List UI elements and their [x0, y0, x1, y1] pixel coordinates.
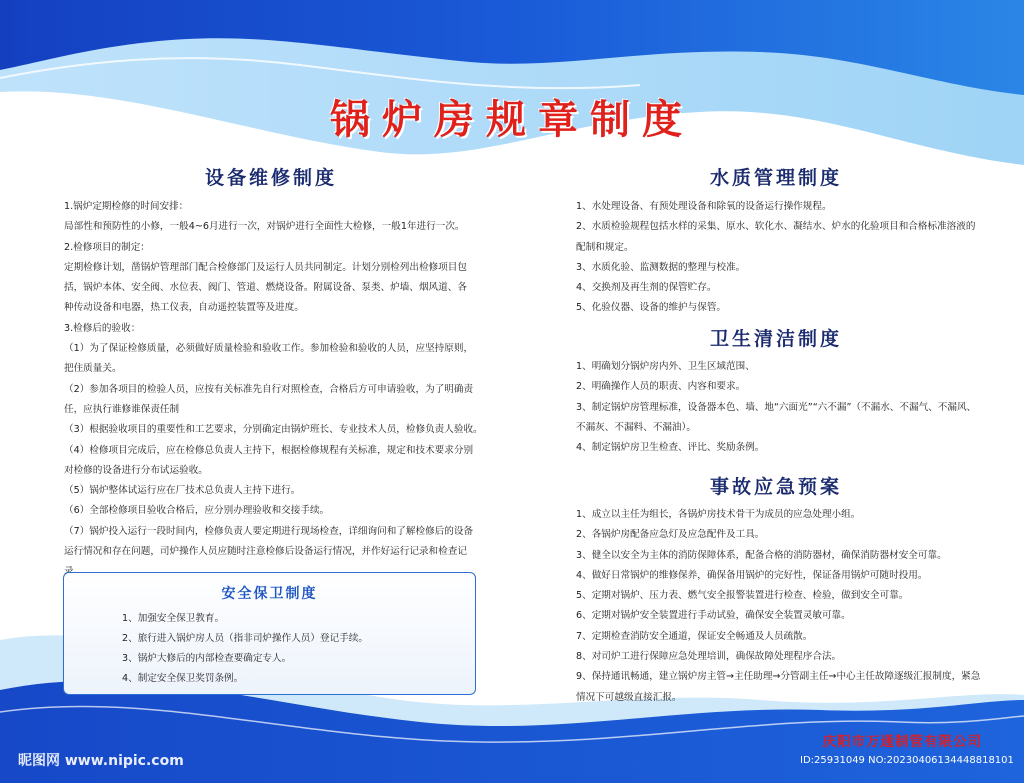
emergency-line: 4、做好日常锅炉的维修保养，确保备用锅炉的完好性，保证备用锅炉可随时投用。 — [576, 569, 928, 581]
maintenance-line: 种传动设备和电器，热工仪表，自动遥控装置等及进度。 — [64, 302, 304, 314]
water-content — [576, 197, 975, 319]
maintenance-line: 把住质量关。 — [64, 363, 122, 375]
hygiene-content — [576, 357, 976, 458]
hygiene-line: 1、明确划分锅炉房内外、卫生区域范围、 — [576, 361, 755, 372]
list-item: 4、制定安全保卫奖罚条例。 — [122, 673, 244, 684]
list-item: 3、锅炉大修后的内部检查要确定专人。 — [122, 653, 292, 664]
maintenance-line: （1）为了保证检修质量，必须做好质量检验和验收工作。参加检验和验收的人员，应坚持原则， — [64, 343, 474, 355]
list-item: 1、加强安全保卫教育。 — [122, 613, 225, 624]
list-item: 2、旅行进入锅炉房人员（指非司炉操作人员）登记手续。 — [122, 633, 368, 644]
maintenance-line: （6）全部检修项目验收合格后，应分别办理验收和交接手续。 — [64, 505, 330, 517]
emergency-line: 7、定期检查消防安全通道，保证安全畅通及人员疏散。 — [576, 630, 813, 642]
emergency-line: 6、定期对锅炉安全装置进行手动试验，确保安全装置灵敏可靠。 — [576, 610, 851, 622]
emergency-line: 1、成立以主任为组长，各锅炉房技术骨干为成员的应急处理小组。 — [576, 509, 861, 520]
maintenance-line: （5）锅炉整体试运行应在厂技术总负责人主持下进行。 — [64, 485, 301, 497]
maintenance-line: （2）参加各项目的检验人员，应按有关标准先自行对照检查，合格后方可申请验收，为了明确责 — [64, 383, 474, 395]
section-title-emergency: 事故应急预案 — [710, 476, 843, 498]
maintenance-line: 1.锅炉定期检修的时间安排： — [64, 201, 189, 212]
maintenance-line: 对检修的设备进行分布试运验收。 — [64, 464, 208, 476]
emergency-line: 8、对司炉工进行保障应急处理培训，确保故障处理程序合法。 — [576, 651, 842, 663]
hygiene-line: 3、制定锅炉房管理标准，设备器本色、墙、地“六面光”“六不漏”（不漏水、不漏气、不漏风、 — [576, 401, 977, 413]
section-title-hygiene: 卫生清洁制度 — [710, 328, 843, 350]
maintenance-content — [64, 197, 483, 583]
emergency-line: 情况下可越级直接汇报。 — [576, 691, 682, 703]
maintenance-line: 局部性和预防性的小修，一般4~6月进行一次，对锅炉进行全面性大检修，一般1年进行一次。 — [64, 221, 465, 233]
emergency-line: 9、保持通讯畅通，建立锅炉房主管→主任助理→分管副主任→中心主任故障逐级汇报制度，紧急 — [576, 671, 981, 683]
water-line: 4、交换剂及再生剂的保管贮存。 — [576, 282, 717, 294]
maintenance-line: 3.检修后的验收： — [64, 322, 141, 334]
company-name: 庆阳市万通制管有限公司 — [822, 734, 982, 750]
hygiene-line: 4、制定锅炉房卫生检查、评比、奖励条例。 — [576, 442, 765, 454]
emergency-line: 5、定期对锅炉、压力表、燃气安全报警装置进行检查、检验，做到安全可靠。 — [576, 590, 909, 602]
watermark-logo: 昵图网 www.nipic.com — [18, 753, 184, 769]
section-title-maintenance: 设备维修制度 — [205, 167, 338, 189]
water-line: 3、水质化验、监测数据的整理与校准。 — [576, 261, 746, 273]
maintenance-line: （3）根据验收项目的重要性和工艺要求，分别确定由锅炉班长、专业技术人员，检修负责人验收。 — [64, 424, 483, 436]
security-box — [63, 572, 476, 695]
maintenance-line: （7）锅炉投入运行一段时间内，检修负责人要定期进行现场检查，详细询问和了解检修后的设备 — [64, 525, 474, 537]
emergency-content — [576, 505, 980, 708]
maintenance-line: 2.检修项目的制定： — [64, 241, 150, 253]
water-line: 1、水处理设备、有预处理设备和除氧的设备运行操作规程。 — [576, 201, 832, 212]
hygiene-line: 2、明确操作人员的职责、内容和要求。 — [576, 381, 746, 393]
page-title: 锅炉房规章制度 — [330, 97, 694, 143]
emergency-line: 2、各锅炉房配备应急灯及应急配件及工具。 — [576, 529, 765, 541]
maintenance-line: 括，锅炉本体、安全阀、水位表、阀门、管道、燃烧设备。附属设备、泵类、炉墙、烟风道、各 — [64, 282, 467, 294]
water-line: 2、水质检验规程包括水样的采集、原水、软化水、凝结水、炉水的化验项目和合格标准溶液的 — [576, 221, 976, 233]
hygiene-line: 不漏灰、不漏料、不漏油）。 — [576, 421, 696, 433]
emergency-line: 3、健全以安全为主体的消防保障体系，配备合格的消防器材，确保消防器材安全可靠。 — [576, 549, 947, 561]
section-title-water: 水质管理制度 — [710, 167, 843, 189]
water-line: 配制和规定。 — [576, 241, 634, 253]
maintenance-line: 定期检修计划，凿锅炉管理部门配合检修部门及运行人员共同制定。计划分别检列出检修项目包 — [64, 261, 467, 273]
section-title-security: 安全保卫制度 — [221, 586, 318, 602]
maintenance-line: 任，应执行谁修谁保责任制 — [64, 403, 180, 415]
security-list — [122, 609, 368, 689]
maintenance-line: （4）检修项目完成后，应在检修总负责人主持下，根据检修规程有关标准，规定和技术要求分别 — [64, 444, 474, 456]
water-line: 5、化验仪器、设备的维护与保管。 — [576, 302, 727, 314]
watermark-id: ID:25931049 NO:20230406134448818101 — [800, 755, 1014, 766]
maintenance-line: 运行情况和存在问题，司炉操作人员应随时注意检修后设备运行情况，并作好运行记录和检查记 — [64, 546, 467, 558]
